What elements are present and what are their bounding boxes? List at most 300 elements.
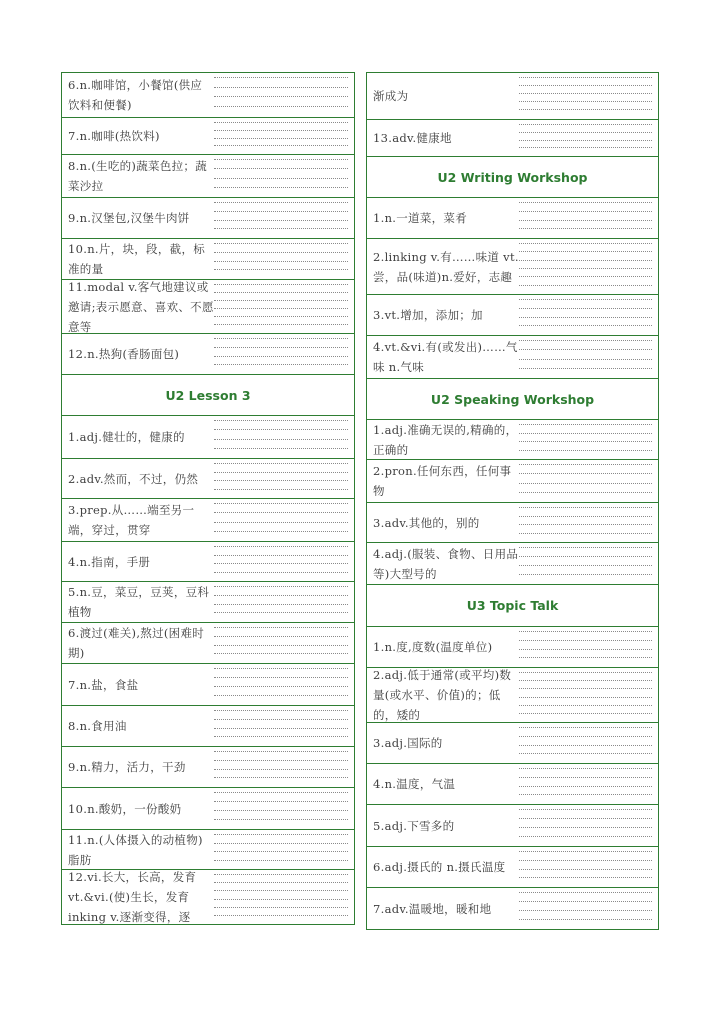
writing-line [214,627,348,628]
writing-line [519,101,652,102]
vocab-definition-text: 1.n.一道菜，菜肴 [373,211,468,225]
writing-line [519,892,652,893]
vocab-definition-text: 4.adj.(服装、食物、日用品等)大型号的 [373,546,519,581]
vocab-row [62,238,354,279]
writing-line [214,439,348,440]
vocab-definition [62,830,214,869]
writing-line [519,516,652,517]
vocab-row [367,626,658,667]
answer-lines[interactable] [214,623,354,663]
vocab-row [62,787,354,829]
writing-line [519,640,652,641]
writing-line [519,901,652,902]
writing-line [214,106,348,107]
answer-lines[interactable] [214,334,354,374]
writing-line [214,645,348,646]
vocab-row [367,238,658,294]
writing-line [214,220,348,221]
writing-line [214,810,348,811]
writing-line [214,531,348,532]
writing-line [519,631,652,632]
vocab-definition-text: 2.adv.然而，不过，仍然 [68,471,199,486]
writing-line [519,132,652,133]
writing-line [519,860,652,861]
writing-line [214,777,348,778]
writing-line [519,672,652,673]
writing-line [519,851,652,852]
vocab-row [62,705,354,746]
answer-lines[interactable] [519,764,658,804]
vocab-definition-text: 4.n.指南，手册 [68,554,151,569]
writing-line [519,556,652,557]
writing-line [214,300,348,301]
vocab-row [367,887,658,929]
vocab-row [367,73,658,119]
writing-line [519,202,652,203]
writing-line [519,533,652,534]
answer-lines[interactable] [519,723,658,763]
vocab-definition-text: 8.n.食用油 [68,719,127,733]
vocab-row [62,746,354,787]
vocab-row [367,502,658,542]
writing-line [519,507,652,508]
writing-line [519,753,652,754]
answer-lines[interactable] [214,239,354,279]
writing-line [519,877,652,878]
writing-line [519,220,652,221]
section-header: U2 Speaking Workshop [367,378,658,419]
right-vocab-column [366,72,659,930]
writing-line [214,252,348,253]
writing-line [214,668,348,669]
vocab-definition [367,627,519,667]
writing-line [214,202,348,203]
writing-line [214,760,348,761]
writing-line [519,317,652,318]
vocab-definition [62,706,214,746]
answer-lines[interactable] [214,118,354,154]
answer-lines[interactable] [519,847,658,887]
writing-line [519,818,652,819]
section-header: U2 Writing Workshop [367,156,658,197]
vocab-definition [367,847,519,887]
writing-line [519,869,652,870]
writing-line [214,563,348,564]
writing-line [214,751,348,752]
writing-line [519,794,652,795]
vocab-definition-text: 4.vt.&vi.有(或发出)……气味 n.气味 [373,340,518,374]
writing-line [214,87,348,88]
writing-line [519,705,652,706]
writing-line [519,228,652,229]
writing-line [214,284,348,285]
writing-line [519,697,652,698]
writing-line [214,546,348,547]
vocab-definition-text: 5.n.豆，菜豆，豆荚，豆科植物 [68,585,210,619]
vocab-row [367,459,658,502]
vocab-row [367,804,658,846]
writing-line [519,473,652,474]
writing-line [519,299,652,300]
vocab-row [62,415,354,458]
vocab-definition [62,788,214,829]
answer-lines[interactable] [214,499,354,541]
vocab-definition-text: 1.adj.准确无误的,精确的，正确的 [373,422,518,457]
writing-line [214,159,348,160]
vocab-definition [62,623,214,663]
writing-line [214,130,348,131]
writing-line [519,211,652,212]
writing-line [519,919,652,920]
answer-lines[interactable] [214,280,354,333]
writing-line [214,316,348,317]
writing-line [214,572,348,573]
answer-lines[interactable] [519,543,658,584]
answer-lines[interactable] [519,668,658,722]
writing-line [519,657,652,658]
vocab-definition [62,239,214,279]
vocab-definition [62,870,214,924]
writing-line [214,860,348,861]
vocab-row [367,294,658,335]
vocab-row [367,335,658,378]
writing-line [519,243,652,244]
writing-line [214,292,348,293]
writing-line [519,809,652,810]
answer-lines[interactable] [519,73,658,119]
vocab-definition [367,295,519,335]
vocab-row [62,869,354,924]
vocab-definition [62,582,214,622]
vocab-definition-text: 3.prep.从……端至另一端，穿过，贯穿 [68,503,195,537]
vocab-definition-text: 7.adv.温暖地，暖和地 [373,901,492,916]
answer-lines[interactable] [214,73,354,117]
vocab-row [62,117,354,154]
writing-line [519,349,652,350]
writing-line [214,420,348,421]
vocab-row [367,667,658,722]
vocab-row [62,73,354,117]
vocab-definition-text: 4.n.温度，气温 [373,777,456,791]
writing-line [214,77,348,78]
writing-line [214,677,348,678]
writing-line [214,851,348,852]
vocab-definition-text: 渐成为 [373,89,409,103]
vocab-definition [367,336,519,378]
vocab-definition [367,805,519,846]
writing-line [519,736,652,737]
vocab-row [367,763,658,804]
answer-lines[interactable] [519,888,658,929]
writing-line [519,251,652,252]
vocab-definition-text: 10.n.酸奶，一份酸奶 [68,801,182,816]
vocab-definition [367,503,519,542]
vocab-definition-text: 13.adv.健康地 [373,131,452,145]
writing-line [214,145,348,146]
writing-line [519,910,652,911]
writing-line [214,819,348,820]
writing-line [214,472,348,473]
vocab-definition-text: 6.adj.摄氏的 n.摄氏温度 [373,860,506,874]
writing-line [214,178,348,179]
writing-line [519,109,652,110]
vocab-definition [367,198,519,238]
vocab-definition [367,723,519,763]
writing-line [519,688,652,689]
vocab-definition-text: 12.vi.长大，长高，发育 vt.&vi.(使)生长，发育 inking v.逐渐变得，逐 [68,870,197,924]
writing-line [214,686,348,687]
vocab-definition-text: 8.n.(生吃的)蔬菜色拉；蔬菜沙拉 [68,159,208,193]
writing-line [519,268,652,269]
answer-lines[interactable] [214,788,354,829]
answer-lines[interactable] [214,747,354,787]
writing-line [214,604,348,605]
answer-lines[interactable] [519,503,658,542]
writing-line [519,680,652,681]
writing-line [519,745,652,746]
answer-lines[interactable] [519,805,658,846]
writing-line [519,147,652,148]
vocab-definition [62,747,214,787]
writing-line [519,547,652,548]
vocab-definition-text: 1.adj.健壮的，健康的 [68,430,185,444]
vocab-row [62,333,354,374]
vocab-row [62,197,354,238]
writing-line [214,636,348,637]
writing-line [214,96,348,97]
writing-line [214,719,348,720]
writing-line [214,695,348,696]
writing-line [214,324,348,325]
writing-line [214,899,348,900]
vocab-definition-text: 6.渡过(难关),熬过(困难时期) [68,626,205,660]
vocab-row [367,419,658,459]
writing-line [214,463,348,464]
writing-line [519,574,652,575]
writing-line [214,890,348,891]
writing-line [214,489,348,490]
writing-line [214,122,348,123]
writing-line [519,483,652,484]
writing-line [519,368,652,369]
writing-line [214,138,348,139]
vocab-row [62,581,354,622]
writing-line [519,777,652,778]
vocab-row [367,197,658,238]
writing-line [519,85,652,86]
vocab-definition [367,668,519,722]
writing-line [519,433,652,434]
vocab-row [62,622,354,663]
writing-line [519,325,652,326]
writing-line [214,595,348,596]
writing-line [214,364,348,365]
vocab-definition-text: 3.adv.其他的，别的 [373,515,480,530]
answer-lines[interactable] [519,420,658,459]
vocab-definition-text: 6.n.咖啡馆，小餐馆(供应饮料和便餐) [68,78,203,112]
writing-line [214,843,348,844]
writing-line [214,728,348,729]
vocab-definition-text: 3.adj.国际的 [373,736,443,750]
vocab-definition [62,118,214,154]
writing-line [214,586,348,587]
writing-line [519,424,652,425]
writing-line [214,261,348,262]
writing-line [519,124,652,125]
vocab-row [62,663,354,705]
writing-line [519,359,652,360]
vocab-definition [62,542,214,581]
vocab-definition-text: 9.n.汉堡包,汉堡牛肉饼 [68,211,190,225]
vocab-definition [367,120,519,156]
writing-line [214,882,348,883]
writing-line [519,450,652,451]
writing-line [519,260,652,261]
writing-line [519,276,652,277]
writing-line [214,769,348,770]
writing-line [214,448,348,449]
writing-line [214,243,348,244]
writing-line [214,801,348,802]
vocab-definition-text: 2.pron.任何东西，任何事物 [373,464,512,498]
vocab-definition [367,543,519,584]
vocab-definition [62,416,214,458]
vocab-row [62,498,354,541]
vocab-definition-text: 3.vt.增加，添加；加 [373,308,483,322]
writing-line [519,713,652,714]
vocab-definition [62,664,214,705]
writing-line [214,168,348,169]
writing-line [519,441,652,442]
writing-line [519,768,652,769]
vocab-definition-text: 1.n.度,度数(温度单位) [373,640,493,654]
answer-lines[interactable] [519,336,658,378]
writing-line [519,77,652,78]
answer-lines[interactable] [214,870,354,924]
answer-lines[interactable] [519,239,658,294]
answer-lines[interactable] [214,542,354,581]
vocab-row [62,829,354,869]
writing-line [214,555,348,556]
vocab-definition [62,73,214,117]
writing-line [214,187,348,188]
vocab-definition [367,420,519,459]
answer-lines[interactable] [519,460,658,502]
answer-lines[interactable] [519,198,658,238]
vocab-definition [367,73,519,119]
writing-line [214,347,348,348]
writing-line [214,710,348,711]
section-header: U2 Lesson 3 [62,374,354,415]
answer-lines[interactable] [214,582,354,622]
vocab-row [367,119,658,156]
answer-lines[interactable] [519,627,658,667]
vocab-definition-text: 12.n.热狗(香肠面包) [68,347,180,361]
vocab-row [62,541,354,581]
writing-line [214,503,348,504]
vocab-definition [62,198,214,238]
vocab-definition-text: 11.modal v.客气地建议或邀请;表示愿意、喜欢、不愿意等 [68,279,214,334]
vocab-definition-text: 2.linking v.有……味道 vt.尝，品(味道)n.爱好，志趣 [373,249,519,284]
writing-line [519,140,652,141]
left-vocab-column [61,72,355,925]
answer-lines[interactable] [214,664,354,705]
vocab-row [367,846,658,887]
vocab-definition [62,459,214,498]
writing-line [519,565,652,566]
writing-line [214,522,348,523]
writing-line [214,211,348,212]
writing-line [519,827,652,828]
answer-lines[interactable] [214,706,354,746]
vocab-row [367,542,658,584]
writing-line [519,308,652,309]
writing-line [519,649,652,650]
writing-line [519,492,652,493]
answer-lines[interactable] [214,459,354,498]
writing-line [519,340,652,341]
writing-line [214,612,348,613]
vocab-definition [62,499,214,541]
writing-line [214,792,348,793]
writing-line [519,285,652,286]
vocab-row [367,722,658,763]
vocab-definition [62,280,214,333]
writing-line [214,915,348,916]
vocab-row [62,458,354,498]
vocab-definition-text: 10.n.片，块，段，截，标准的量 [68,242,206,276]
writing-line [214,874,348,875]
vocab-definition [62,334,214,374]
answer-lines[interactable] [214,198,354,238]
writing-line [519,836,652,837]
vocab-definition [367,888,519,929]
answer-lines[interactable] [519,295,658,335]
vocab-definition-text: 2.adj.低于通常(或平均)数量(或水平、价值)的；低的，矮的 [373,668,512,722]
writing-line [519,93,652,94]
vocab-definition-text: 11.n.(人体摄入的动植物)脂肪 [68,832,203,867]
writing-line [214,228,348,229]
answer-lines[interactable] [214,830,354,869]
vocab-row [62,154,354,197]
vocab-definition [367,460,519,502]
writing-line [214,480,348,481]
section-header: U3 Topic Talk [367,584,658,626]
writing-line [519,524,652,525]
vocab-definition-text: 5.adj.下雪多的 [373,818,455,833]
vocab-definition [367,239,519,294]
answer-lines[interactable] [214,155,354,197]
writing-line [214,308,348,309]
writing-line [214,429,348,430]
writing-line [214,269,348,270]
writing-line [519,464,652,465]
vocab-row [62,279,354,333]
writing-line [214,512,348,513]
vocab-definition-text: 7.n.盐，食盐 [68,677,139,692]
writing-line [214,907,348,908]
writing-line [519,786,652,787]
answer-lines[interactable] [519,120,658,156]
answer-lines[interactable] [214,416,354,458]
vocab-definition-text: 9.n.精力，活力，干劲 [68,760,186,774]
writing-line [214,736,348,737]
writing-line [519,727,652,728]
vocab-definition [367,764,519,804]
writing-line [214,338,348,339]
writing-line [214,653,348,654]
writing-line [214,356,348,357]
